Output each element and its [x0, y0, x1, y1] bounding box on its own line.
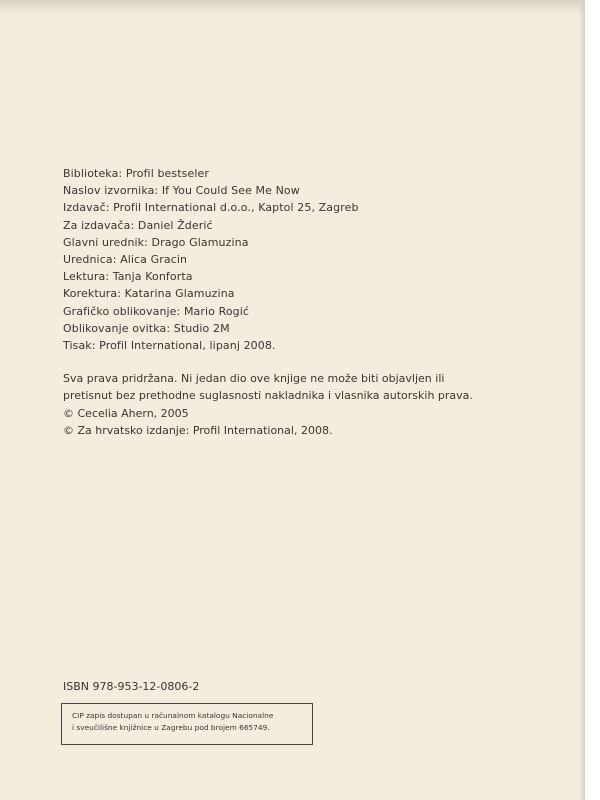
rights-line: pretisnut bez prethodne suglasnosti nakladnika i vlasnika autorskih prava.: [63, 389, 473, 403]
credit-publisher: Izdavač: Profil International d.o.o., Kaptol 25, Zagreb: [63, 201, 359, 215]
copyright-edition: © Za hrvatsko izdanje: Profil International, 2008.: [63, 424, 333, 438]
credit-series: Biblioteka: Profil bestseler: [63, 167, 209, 180]
credits-block: [63, 165, 533, 354]
rights-block: [63, 370, 543, 440]
credit-proofreading: Lektura: Tanja Konforta: [63, 270, 193, 284]
credit-cover-design: Oblikovanje ovitka: Studio 2M: [63, 321, 230, 335]
credit-graphic-design: Grafičko oblikovanje: Mario Rogić: [63, 304, 250, 318]
credit-editor: Urednica: Alica Gracin: [63, 253, 188, 267]
isbn: ISBN 978-953-12-0806-2: [63, 680, 200, 693]
cip-line: CIP zapis dostupan u računalnom katalogu Nacionalne: [72, 711, 274, 720]
cip-line: i sveučilišne knjižnice u Zagrebu pod brojem 665749.: [72, 723, 270, 732]
rights-line: Sva prava pridržana. Ni jedan dio ove knjige ne može biti objavljen ili: [63, 372, 445, 385]
copyright-author: © Cecelia Ahern, 2005: [63, 406, 189, 420]
scan-shadow-top: [0, 0, 585, 14]
credit-editor-in-chief: Glavni urednik: Drago Glamuzina: [63, 235, 249, 249]
credit-original-title: Naslov izvornika: If You Could See Me Now: [63, 184, 300, 198]
credit-print: Tisak: Profil International, lipanj 2008.: [63, 339, 276, 353]
cip-box: [61, 703, 313, 745]
credit-for-publisher: Za izdavača: Daniel Žderić: [63, 218, 213, 232]
scan-shadow-right: [579, 0, 585, 800]
credit-correction: Korektura: Katarina Glamuzina: [63, 287, 235, 301]
